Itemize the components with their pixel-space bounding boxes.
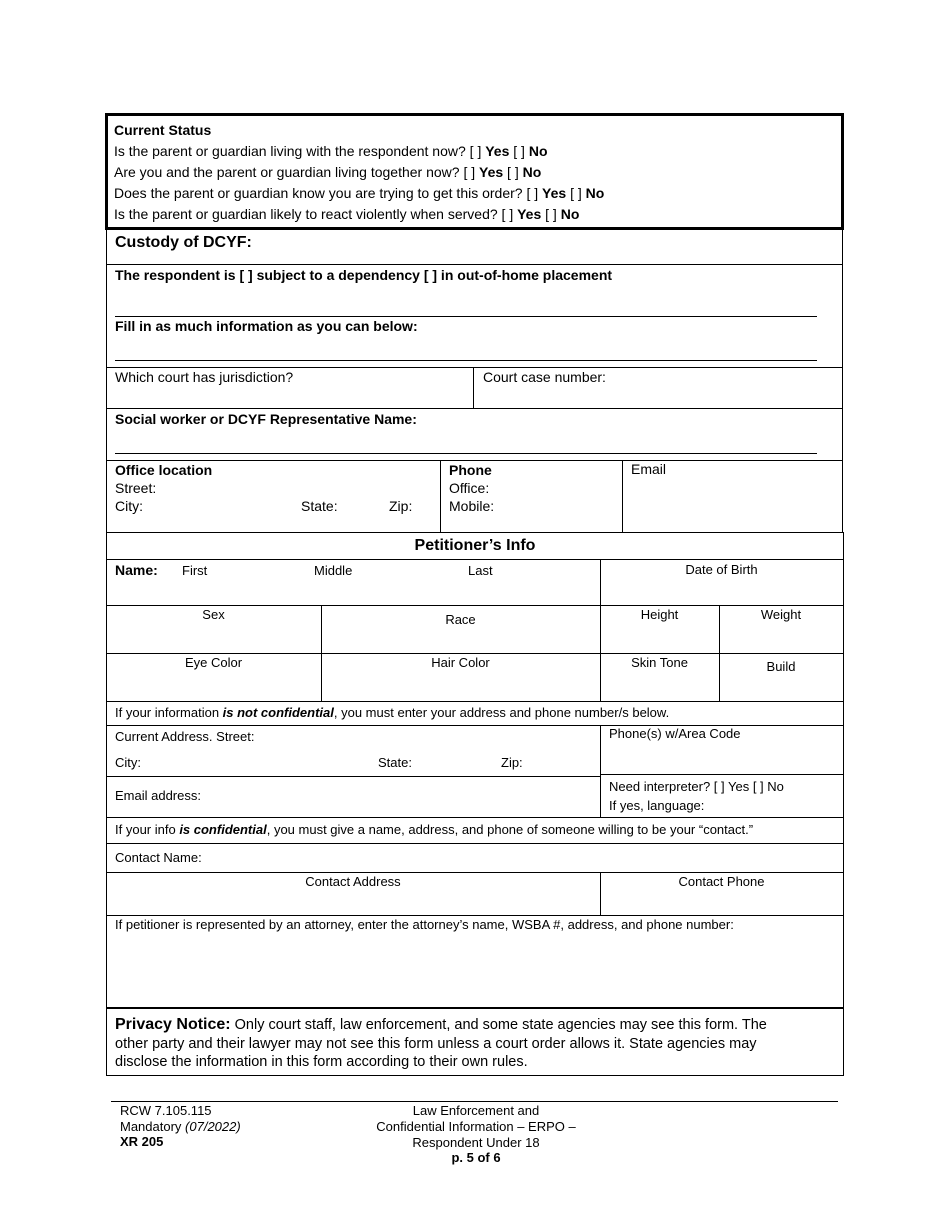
race-label: Race [445,612,476,627]
col-line [622,460,623,532]
phone-label: Phone [449,462,492,478]
col-line [600,725,601,817]
col-line [440,460,441,532]
row-line [600,774,844,775]
row-line [106,1075,844,1076]
jurisdiction-label: Which court has jurisdiction? [115,369,294,385]
confidential-note: If your info is confidential, you must give a name, address, and phone of someone willing to be your “contact.” [115,822,754,837]
street-label: Street: [115,480,157,496]
office-phone-label: Office: [449,480,490,496]
social-worker-label: Social worker or DCYF Representative Name: [115,411,417,427]
middle-name-label: Middle [314,563,353,578]
custody-heading: Custody of DCYF: [115,234,252,251]
respondent-dependency-line: The respondent is [ ] subject to a dependency [ ] in out-of-home placement [115,267,613,283]
row-line [106,915,844,916]
row-line [106,872,844,873]
row-line [106,653,844,654]
fill-line [115,316,817,317]
footer-rcw: RCW 7.105.115 [120,1103,212,1118]
col-line [600,559,601,701]
row-line [106,367,843,368]
dob-label: Date of Birth [685,562,758,577]
city-label: City: [115,498,143,514]
state-label: State: [301,498,338,514]
language-label: If yes, language: [609,798,705,813]
build-label: Build [766,659,796,674]
row-line [106,843,844,844]
sex-label: Sex [202,607,225,622]
office-location-label: Office location [115,462,213,478]
hair-color-label: Hair Color [431,655,490,670]
privacy-notice-line-1: Privacy Notice: Only court staff, law enforcement, and some state agencies may see this form. The [115,1016,767,1033]
row-line [106,605,844,606]
first-name-label: First [182,563,208,578]
footer-title-2: Confidential Information – ERPO – [376,1119,576,1134]
not-confidential-note: If your information is not confidential, you must enter your address and phone number/s below. [115,705,670,720]
contact-phone-label: Contact Phone [678,874,765,889]
current-status-heading: Current Status [114,122,212,138]
row-line [106,264,843,265]
skin-tone-label: Skin Tone [631,655,688,670]
privacy-notice-line-3: disclose the information in this form according to their own rules. [115,1054,528,1070]
row-line [106,1007,844,1009]
footer-rule [111,1101,838,1102]
email-address-label: Email address: [115,788,201,803]
petitioner-heading: Petitioner’s Info [414,537,536,554]
privacy-notice-line-2: other party and their lawyer may not see this form unless a court order allows it. State agencies may [115,1036,757,1052]
phones-label: Phone(s) w/Area Code [609,726,741,741]
row-line [106,817,844,818]
table-right-border-lower [843,532,844,1076]
footer-title-1: Law Enforcement and [412,1103,540,1118]
eye-color-label: Eye Color [184,655,243,670]
status-question-4: Is the parent or guardian likely to react violently when served? [ ] Yes [ ] No [114,206,580,222]
email-label: Email [631,461,667,477]
current-address-label: Current Address. Street: [115,729,255,744]
last-name-label: Last [468,563,493,578]
status-question-1: Is the parent or guardian living with the respondent now? [ ] Yes [ ] No [114,143,548,159]
footer-page-number: p. 5 of 6 [451,1150,501,1165]
address-city-label: City: [115,755,141,770]
row-line [106,532,844,533]
attorney-label: If petitioner is represented by an attorney, enter the attorney’s name, WSBA #, address, and phone number: [115,917,734,932]
fill-line [115,360,817,361]
contact-address-label: Contact Address [305,874,401,889]
case-number-label: Court case number: [483,369,606,385]
col-line [473,367,474,408]
height-label: Height [640,607,679,622]
contact-name-label: Contact Name: [115,850,202,865]
weight-label: Weight [760,607,802,622]
footer-title-3: Respondent Under 18 [412,1135,540,1150]
row-line [106,559,844,560]
row-line [106,776,601,777]
row-line [106,460,843,461]
row-line [106,408,843,409]
status-question-2: Are you and the parent or guardian living together now? [ ] Yes [ ] No [114,164,542,180]
status-question-3: Does the parent or guardian know you are trying to get this order? [ ] Yes [ ] No [114,185,605,201]
footer-form-id: XR 205 [120,1134,164,1149]
mobile-phone-label: Mobile: [449,498,495,514]
zip-label: Zip: [389,498,413,514]
address-state-label: State: [378,755,412,770]
row-line [106,701,844,702]
table-right-border [842,230,843,532]
footer-mandatory: Mandatory (07/2022) [120,1119,241,1134]
interpreter-label: Need interpreter? [ ] Yes [ ] No [609,779,784,794]
name-label: Name: [115,562,158,578]
address-zip-label: Zip: [501,755,523,770]
fill-line [115,453,817,454]
fill-in-heading: Fill in as much information as you can below: [115,318,418,334]
